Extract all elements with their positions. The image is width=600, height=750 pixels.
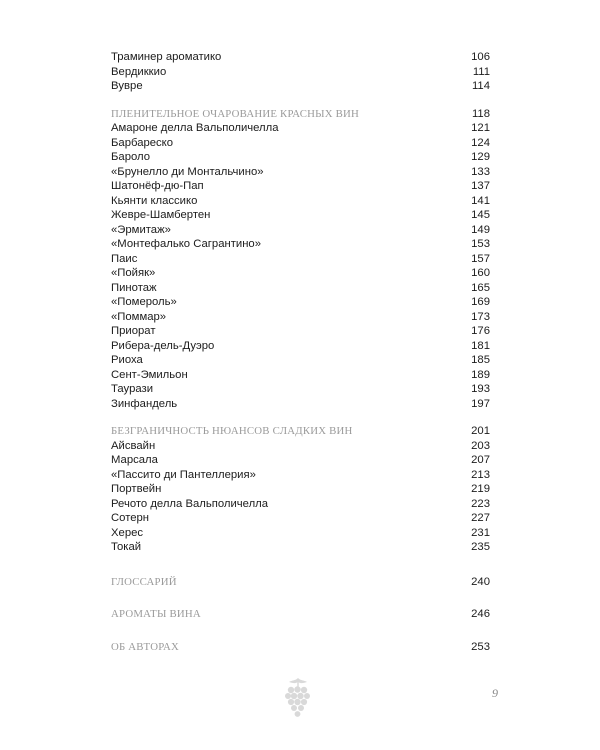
entry-title: Зинфандель (111, 397, 178, 410)
toc-entry (111, 497, 490, 512)
entry-title: «Пассито ди Пантеллерия» (111, 468, 256, 481)
toc-page-number: 121 (471, 122, 490, 134)
toc-section-heading (111, 424, 490, 439)
toc-entry (111, 482, 490, 497)
toc-page-number: 145 (471, 209, 490, 221)
entry-title: Марсала (111, 454, 158, 466)
entry-title: Приорат (111, 325, 156, 337)
toc-page-number: 219 (471, 483, 490, 495)
section-title: АРОМАТЫ ВИНА (111, 608, 201, 620)
toc-page-number: 227 (471, 512, 490, 524)
section-spacer (111, 94, 490, 107)
toc-page-number: 153 (471, 238, 490, 250)
entry-title: Бароло (111, 151, 151, 163)
toc-page-number: 181 (471, 339, 490, 352)
toc-page-number: 189 (471, 368, 490, 381)
toc-page-number: 253 (471, 640, 490, 653)
toc-section-heading (111, 107, 490, 122)
entry-title: «Поммар» (111, 310, 167, 323)
toc-page-number: 185 (471, 354, 490, 366)
toc-entry (111, 439, 490, 454)
toc-entry (111, 295, 490, 310)
entry-title: Риоха (111, 354, 143, 366)
toc-page-number: 207 (471, 454, 490, 466)
toc-page-number: 201 (471, 425, 490, 437)
toc-page-number: 111 (472, 65, 490, 78)
toc-entry (111, 223, 490, 238)
toc-section-heading (111, 607, 490, 622)
entry-title: «Пойяк» (111, 267, 156, 279)
toc-entry (111, 121, 490, 136)
toc-page-number: 160 (471, 267, 490, 279)
toc-page-number: 240 (471, 575, 490, 588)
toc-page-number: 118 (471, 107, 490, 120)
toc-page-number: 203 (471, 439, 490, 452)
toc-entry (111, 324, 490, 339)
entry-title: Пинотаж (111, 281, 157, 294)
toc-entry (111, 468, 490, 483)
toc-entry (111, 179, 490, 194)
toc-entry (111, 65, 490, 80)
toc-page-number: 169 (471, 296, 490, 308)
toc-entry (111, 339, 490, 354)
grape-bunch-icon (283, 676, 313, 722)
entry-title: Таурази (111, 383, 153, 395)
toc-entry (111, 281, 490, 296)
entry-title: Шатонёф-дю-Пап (111, 180, 204, 192)
section-title: ОБ АВТОРАХ (111, 640, 180, 653)
toc-entry (111, 511, 490, 526)
entry-title: Барбареско (111, 136, 174, 149)
section-spacer (111, 622, 490, 640)
toc-page-number: 149 (471, 223, 490, 236)
entry-title: «Эрмитаж» (111, 223, 171, 236)
entry-title: Вувре (111, 80, 143, 92)
entry-title: Айсвайн (111, 439, 156, 452)
toc-entry (111, 194, 490, 209)
toc-page-number: 213 (471, 468, 490, 481)
toc-section-heading (111, 640, 490, 655)
toc-entry (111, 526, 490, 541)
section-spacer (111, 555, 490, 575)
toc-entry (111, 540, 490, 555)
entry-title: Херес (111, 526, 144, 539)
toc-page-number: 133 (471, 165, 490, 178)
toc-page-number: 197 (471, 397, 490, 410)
entry-title: Кьянти классико (111, 194, 198, 207)
section-spacer (111, 589, 490, 607)
toc-page-number: 157 (471, 252, 490, 265)
section-spacer (111, 411, 490, 424)
toc-page-number: 193 (471, 383, 490, 395)
entry-title: Сент-Эмильон (111, 368, 188, 381)
toc-page-number: 173 (471, 310, 490, 323)
toc-entry (111, 50, 490, 65)
toc-page-number: 114 (471, 80, 490, 92)
entry-title: Жевре-Шамбертен (111, 209, 211, 221)
section-title: ГЛОССАРИЙ (111, 575, 177, 588)
toc-entry (111, 136, 490, 151)
toc-page-number: 235 (471, 541, 490, 553)
toc-page-number: 137 (471, 180, 490, 192)
toc-entry (111, 237, 490, 252)
toc-page-number: 106 (471, 51, 490, 63)
toc-page-number: 165 (471, 281, 490, 294)
entry-title: Амароне делла Вальполичелла (111, 122, 279, 134)
toc-entry (111, 382, 490, 397)
entry-title: «Помероль» (111, 296, 177, 308)
entry-title: Траминер ароматико (111, 51, 222, 63)
toc-section-heading (111, 575, 490, 590)
toc-page-number: 231 (471, 526, 490, 539)
toc-page-number: 124 (471, 136, 490, 149)
entry-title: Вердиккио (111, 65, 167, 78)
entry-title: «Монтефалько Сагрантино» (111, 238, 261, 250)
toc-page-number: 246 (471, 608, 490, 620)
page-number: 9 (492, 686, 498, 700)
toc-entry (111, 353, 490, 368)
entry-title: Рибера-дель-Дуэро (111, 339, 215, 352)
entry-title: Речото делла Вальполичелла (111, 497, 269, 510)
toc-page-number: 176 (471, 325, 490, 337)
entry-title: Сотерн (111, 512, 150, 524)
toc-entry (111, 368, 490, 383)
section-title: БЕЗГРАНИЧНОСТЬ НЮАНСОВ СЛАДКИХ ВИН (111, 425, 353, 437)
entry-title: Токай (111, 541, 142, 553)
entry-title: Паис (111, 252, 138, 265)
toc-entry (111, 165, 490, 180)
toc-entry (111, 150, 490, 165)
entry-title: «Брунелло ди Монтальчино» (111, 165, 264, 178)
toc-entry (111, 453, 490, 468)
table-of-contents (111, 50, 490, 654)
toc-entry (111, 252, 490, 267)
toc-page-number: 223 (471, 497, 490, 510)
toc-entry (111, 310, 490, 325)
toc-entry (111, 79, 490, 94)
toc-entry (111, 208, 490, 223)
toc-page-number: 129 (471, 151, 490, 163)
entry-title: Портвейн (111, 483, 162, 495)
toc-entry (111, 397, 490, 412)
toc-entry (111, 266, 490, 281)
toc-page-number: 141 (471, 194, 490, 207)
section-title: ПЛЕНИТЕЛЬНОЕ ОЧАРОВАНИЕ КРАСНЫХ ВИН (111, 107, 360, 120)
